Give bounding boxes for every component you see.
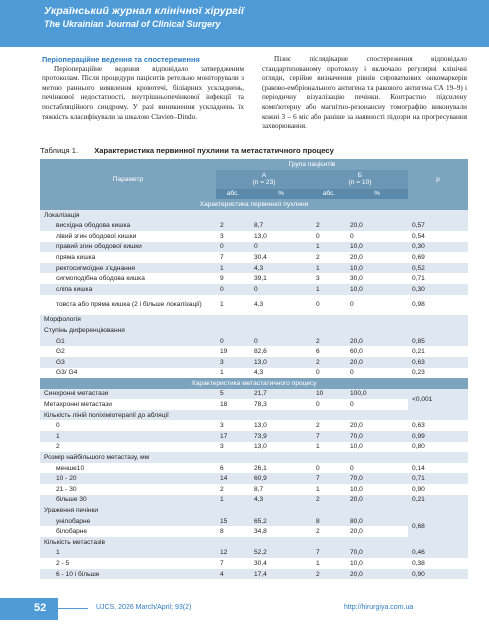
cell-b-abs: 0 <box>316 301 320 309</box>
row-label: Метахронні метастази <box>44 401 112 409</box>
cell-b-pct: 20,0 <box>350 422 363 430</box>
row-label: 10 - 20 <box>40 473 216 484</box>
group-row <box>40 537 468 548</box>
header-pct-a: % <box>250 189 312 200</box>
cell-b-pct: 10,0 <box>346 263 408 274</box>
cell-b-abs: 0 <box>316 464 320 472</box>
header-abs-b: абс. <box>312 189 346 200</box>
table-row <box>40 473 468 484</box>
cell-p: 0,30 <box>408 284 468 295</box>
row-label: товста або пряма кишка (2 і більше локалізації) <box>56 301 202 309</box>
cell-p: 0,52 <box>408 263 468 274</box>
cell-a-pct: 4,3 <box>250 263 312 274</box>
cell-b-abs: 7 <box>312 473 346 484</box>
row-label: лівий згин ободової кишки <box>56 232 137 240</box>
cell-a-pct: 73,9 <box>250 431 312 442</box>
journal-header-bar <box>0 0 489 47</box>
cell-b-abs: 3 <box>316 275 320 283</box>
cell-a-pct: 82,6 <box>254 348 267 356</box>
cell-a-pct: 60,9 <box>250 473 312 484</box>
cell-p: 0,63 <box>408 357 468 368</box>
table-row <box>40 368 468 379</box>
cell-a-pct: 13,0 <box>254 232 267 240</box>
row-label: більше 30 <box>40 495 216 506</box>
cell-p: 0,14 <box>412 464 425 472</box>
cell-a-pct: 34,8 <box>254 528 267 536</box>
cell-p: 0,85 <box>408 336 468 347</box>
row-label: G1 <box>40 336 216 347</box>
cell-p: 0,21 <box>408 495 468 506</box>
cell-a-pct: 8,7 <box>250 220 312 231</box>
group-label: Кількість метастазів <box>40 537 468 548</box>
cell-p: 0,30 <box>408 242 468 253</box>
cell-b-pct: 0 <box>350 232 354 240</box>
row-label: сліпа кишка <box>40 284 216 295</box>
cell-p: 0,71 <box>412 275 425 283</box>
footer-journal: UJCS, 2026 March/April; 93(2) <box>96 604 192 611</box>
cell-b-pct: 60,0 <box>350 348 363 356</box>
cell-a-pct: 0 <box>250 336 312 347</box>
cell-a-pct: 78,3 <box>254 401 267 409</box>
cell-a-abs: 0 <box>216 284 250 295</box>
cell-p: 0,54 <box>412 232 425 240</box>
cell-a-abs: 2 <box>216 220 250 231</box>
cell-a-abs: 3 <box>220 422 224 430</box>
table-row <box>40 295 468 315</box>
row-label: 2 <box>56 443 60 451</box>
table-row <box>40 495 468 506</box>
row-label: G3/ G4 <box>56 369 78 377</box>
cell-a-pct: 4,3 <box>254 369 264 377</box>
cell-a-pct: 13,0 <box>250 357 312 368</box>
row-label: G2 <box>56 348 65 356</box>
table-row <box>40 389 468 400</box>
table-row <box>40 263 468 274</box>
group-a-n: (n = 23) <box>252 179 276 187</box>
cell-a-pct: 39,1 <box>254 275 267 283</box>
row-label: 21 - 30 <box>56 485 77 493</box>
cell-b-pct: 20,0 <box>346 220 408 231</box>
row-label: пряма кишка <box>56 253 96 261</box>
cell-b-abs: 7 <box>312 431 346 442</box>
cell-p: 0,99 <box>408 431 468 442</box>
group-b-label: Б <box>357 172 363 180</box>
cell-a-pct: 65,2 <box>250 516 312 527</box>
group-label: Локалізація <box>40 210 468 221</box>
cell-b-abs: 0 <box>316 369 320 377</box>
cell-b-pct: 70,0 <box>346 548 408 559</box>
cell-a-abs: 3 <box>216 357 250 368</box>
cell-b-pct: 20,0 <box>346 336 408 347</box>
cell-b-abs: 1 <box>312 242 346 253</box>
cell-b-pct: 0 <box>350 369 354 377</box>
table-row <box>40 399 468 410</box>
cell-a-abs: 1 <box>220 301 224 309</box>
table-row <box>40 463 468 474</box>
table-row <box>40 252 468 263</box>
row-label: сигмоподібна ободова кишка <box>56 275 145 283</box>
table-title: Характеристика первинної пухлини та метастатичного процесу <box>94 146 334 155</box>
group-label: Кількість ліній поліхіміотерапії до абляції <box>40 410 468 421</box>
cell-a-pct: 21,7 <box>250 389 312 400</box>
cell-p: 0,63 <box>412 422 425 430</box>
cell-b-pct: 20,0 <box>350 528 363 536</box>
cell-a-abs: 14 <box>216 473 250 484</box>
section-primary-tumor: Характеристика первинної пухлини <box>40 199 468 210</box>
table-row <box>40 273 468 284</box>
right-paragraph: Пізнє післядікарне спостереження відповідало стандартизованому протоколу і включало регулярні клінічні огляди, серійне визначення рівнів сироваткових онкомаркерів (раково-ембріонального антигена та ракового антигена СА 19–9) і періодичну візуалізацію печінки. Контрастно підсилену комп'ютерну або магнітно-резонансну томографію виконували кожні 3 – 6 міс або раніше за наявності підозри на прогресування захворювання. <box>262 55 467 131</box>
row-label: унілобарне <box>40 516 216 527</box>
cell-p: 0,69 <box>412 253 425 261</box>
cell-a-abs: 3 <box>220 443 224 451</box>
characteristics-table <box>40 159 468 579</box>
cell-b-pct: 20,0 <box>346 357 408 368</box>
cell-b-abs: 1 <box>312 263 346 274</box>
cell-p: 0,90 <box>408 569 468 580</box>
header-group-b <box>312 170 408 189</box>
cell-b-pct: 70,0 <box>346 473 408 484</box>
cell-b-abs: 2 <box>312 569 346 580</box>
header-group: Група пацієнтів <box>216 159 408 170</box>
journal-title-ua: Український журнал клінічної хірургії <box>44 5 244 17</box>
cell-a-pct: 30,4 <box>254 253 267 261</box>
cell-a-abs: 8 <box>220 528 224 536</box>
cell-p: 0,57 <box>408 220 468 231</box>
cell-b-abs: 2 <box>316 253 320 261</box>
cell-b-abs: 8 <box>312 516 346 527</box>
cell-a-pct: 13,0 <box>254 422 267 430</box>
cell-a-abs: 12 <box>216 548 250 559</box>
cell-b-pct: 0 <box>350 301 354 309</box>
group-row <box>40 325 468 336</box>
table-row <box>40 231 468 242</box>
table-row <box>40 569 468 580</box>
header-pct-b: % <box>346 189 408 200</box>
cell-a-pct: 8,7 <box>254 485 264 493</box>
cell-a-abs: 17 <box>216 431 250 442</box>
cell-a-abs: 7 <box>220 253 224 261</box>
cell-b-abs: 2 <box>312 220 346 231</box>
cell-b-pct: 20,0 <box>346 569 408 580</box>
cell-b-abs: 2 <box>316 528 320 536</box>
cell-p: 0,68 <box>408 516 468 537</box>
cell-b-pct: 10,0 <box>346 242 408 253</box>
cell-a-abs: 18 <box>220 401 228 409</box>
journal-title-en: The Ukrainian Journal of Clinical Surgery <box>44 19 221 29</box>
cell-b-abs: 6 <box>316 348 320 356</box>
table-row <box>40 442 468 453</box>
table-row <box>40 242 468 253</box>
cell-p: 0,46 <box>408 548 468 559</box>
cell-a-abs: 1 <box>216 263 250 274</box>
table-row <box>40 526 468 537</box>
table-row <box>40 548 468 559</box>
cell-a-abs: 7 <box>220 559 224 567</box>
group-row <box>40 210 468 221</box>
cell-a-abs: 19 <box>220 348 228 356</box>
table-row <box>40 284 468 295</box>
cell-a-abs: 3 <box>220 232 224 240</box>
cell-b-pct: 0 <box>350 464 354 472</box>
table-row <box>40 220 468 231</box>
table-number: Таблиця 1. <box>40 146 79 155</box>
cell-p: <0,001 <box>408 389 468 410</box>
group-a-label: А <box>261 172 267 180</box>
row-label: 6 - 10 і більше <box>40 569 216 580</box>
cell-b-abs: 1 <box>316 443 320 451</box>
table-row <box>40 357 468 368</box>
group-row <box>40 315 468 326</box>
cell-p: 0,90 <box>412 485 425 493</box>
cell-p: 0,98 <box>412 301 425 309</box>
cell-b-pct: 100,0 <box>346 389 408 400</box>
cell-b-abs: 2 <box>312 357 346 368</box>
group-row <box>40 452 468 463</box>
cell-a-pct: 4,3 <box>250 495 312 506</box>
table-row <box>40 420 468 431</box>
group-label: Розмір найбільшого метастазу, мм <box>40 452 468 463</box>
cell-b-abs: 0 <box>316 232 320 240</box>
header-group-a <box>216 170 312 189</box>
cell-b-pct: 0 <box>350 401 354 409</box>
table-row <box>40 346 468 357</box>
cell-b-pct: 30,0 <box>350 275 363 283</box>
cell-b-pct: 10,0 <box>350 485 363 493</box>
cell-a-pct: 0 <box>250 284 312 295</box>
page-number: 52 <box>0 598 58 620</box>
cell-p: 0,38 <box>412 559 425 567</box>
cell-p: 0,21 <box>412 348 425 356</box>
cell-b-abs: 0 <box>316 401 320 409</box>
cell-b-pct: 70,0 <box>346 431 408 442</box>
cell-a-pct: 13,0 <box>254 443 267 451</box>
cell-a-abs: 5 <box>216 389 250 400</box>
cell-b-abs: 1 <box>316 559 320 567</box>
cell-a-abs: 4 <box>216 569 250 580</box>
table-row <box>40 484 468 495</box>
cell-b-abs: 1 <box>312 284 346 295</box>
cell-b-pct: 20,0 <box>346 495 408 506</box>
footer-divider <box>58 608 88 609</box>
cell-a-abs: 9 <box>220 275 224 283</box>
cell-a-abs: 0 <box>216 336 250 347</box>
section-row <box>40 378 468 389</box>
row-label: G3 <box>40 357 216 368</box>
cell-b-pct: 10,0 <box>350 559 363 567</box>
cell-a-abs: 6 <box>220 464 224 472</box>
cell-p: 0,80 <box>412 443 425 451</box>
left-column <box>42 55 244 122</box>
cell-a-pct: 26,1 <box>254 464 267 472</box>
section-metastatic-process: Характеристика метастатичного процесу <box>40 378 468 389</box>
table-row <box>40 516 468 527</box>
row-label: ректосигмоїдне з'єднання <box>40 263 216 274</box>
cell-b-pct: 80,0 <box>346 516 408 527</box>
cell-b-abs: 2 <box>312 336 346 347</box>
table-row <box>40 336 468 347</box>
right-column <box>262 55 467 132</box>
cell-b-abs: 2 <box>312 495 346 506</box>
row-label: 1 <box>40 548 216 559</box>
cell-p: 0,23 <box>412 369 425 377</box>
cell-b-abs: 1 <box>316 485 320 493</box>
row-label: білобарне <box>56 528 88 536</box>
cell-b-abs: 10 <box>312 389 346 400</box>
header-p: p <box>408 159 468 199</box>
cell-b-pct: 10,0 <box>350 443 363 451</box>
cell-b-abs: 7 <box>312 548 346 559</box>
left-paragraph: Періопераційне ведення відповідало затвердженим протоколам. Після процедури пацієнтів ретельно моніторували з метою раннього виявлення кровотечі, біліарних ускладнень, печінкової недостатності, внутрішньопечінкової інфекції та постабляційного синдрому. У разі виникнення ускладнень їх тяжкість класифікували за шкалою Clavien–Dindo. <box>42 64 244 121</box>
cell-p: 0,71 <box>408 473 468 484</box>
row-label: правий згин ободової кишки <box>40 242 216 253</box>
cell-b-pct: 10,0 <box>346 284 408 295</box>
cell-a-abs: 1 <box>216 495 250 506</box>
group-label: Ураження печінки <box>40 505 468 516</box>
cell-a-pct: 30,4 <box>254 559 267 567</box>
table-row <box>40 431 468 442</box>
cell-a-abs: 2 <box>220 485 224 493</box>
header-parameter: Параметр <box>40 159 216 199</box>
row-label: 2 - 5 <box>56 559 70 567</box>
cell-a-abs: 0 <box>216 242 250 253</box>
group-b-n: (n = 10) <box>348 179 372 187</box>
group-label: Морфологія <box>40 315 468 326</box>
header-abs-a: абс. <box>216 189 250 200</box>
group-row <box>40 410 468 421</box>
cell-b-pct: 20,0 <box>350 253 363 261</box>
footer-url: http://hirurgiya.com.ua <box>344 604 414 611</box>
group-row <box>40 505 468 516</box>
row-label: 0 <box>56 422 60 430</box>
table-row <box>40 558 468 569</box>
row-label: менше10 <box>56 464 85 472</box>
cell-a-abs: 15 <box>216 516 250 527</box>
cell-a-abs: 1 <box>220 369 224 377</box>
cell-a-pct: 52,2 <box>250 548 312 559</box>
cell-a-pct: 0 <box>250 242 312 253</box>
cell-a-pct: 17,4 <box>250 569 312 580</box>
table-caption <box>40 146 334 155</box>
section-heading: Періопераційне ведення та спостереження <box>42 55 200 64</box>
row-label: висхідна ободова кишка <box>40 220 216 231</box>
group-label: Ступінь диференціювання <box>40 325 468 336</box>
row-label: 1 <box>40 431 216 442</box>
cell-a-pct: 4,3 <box>254 301 264 309</box>
row-label: Синхронні метастази <box>40 389 216 400</box>
cell-b-abs: 2 <box>316 422 320 430</box>
